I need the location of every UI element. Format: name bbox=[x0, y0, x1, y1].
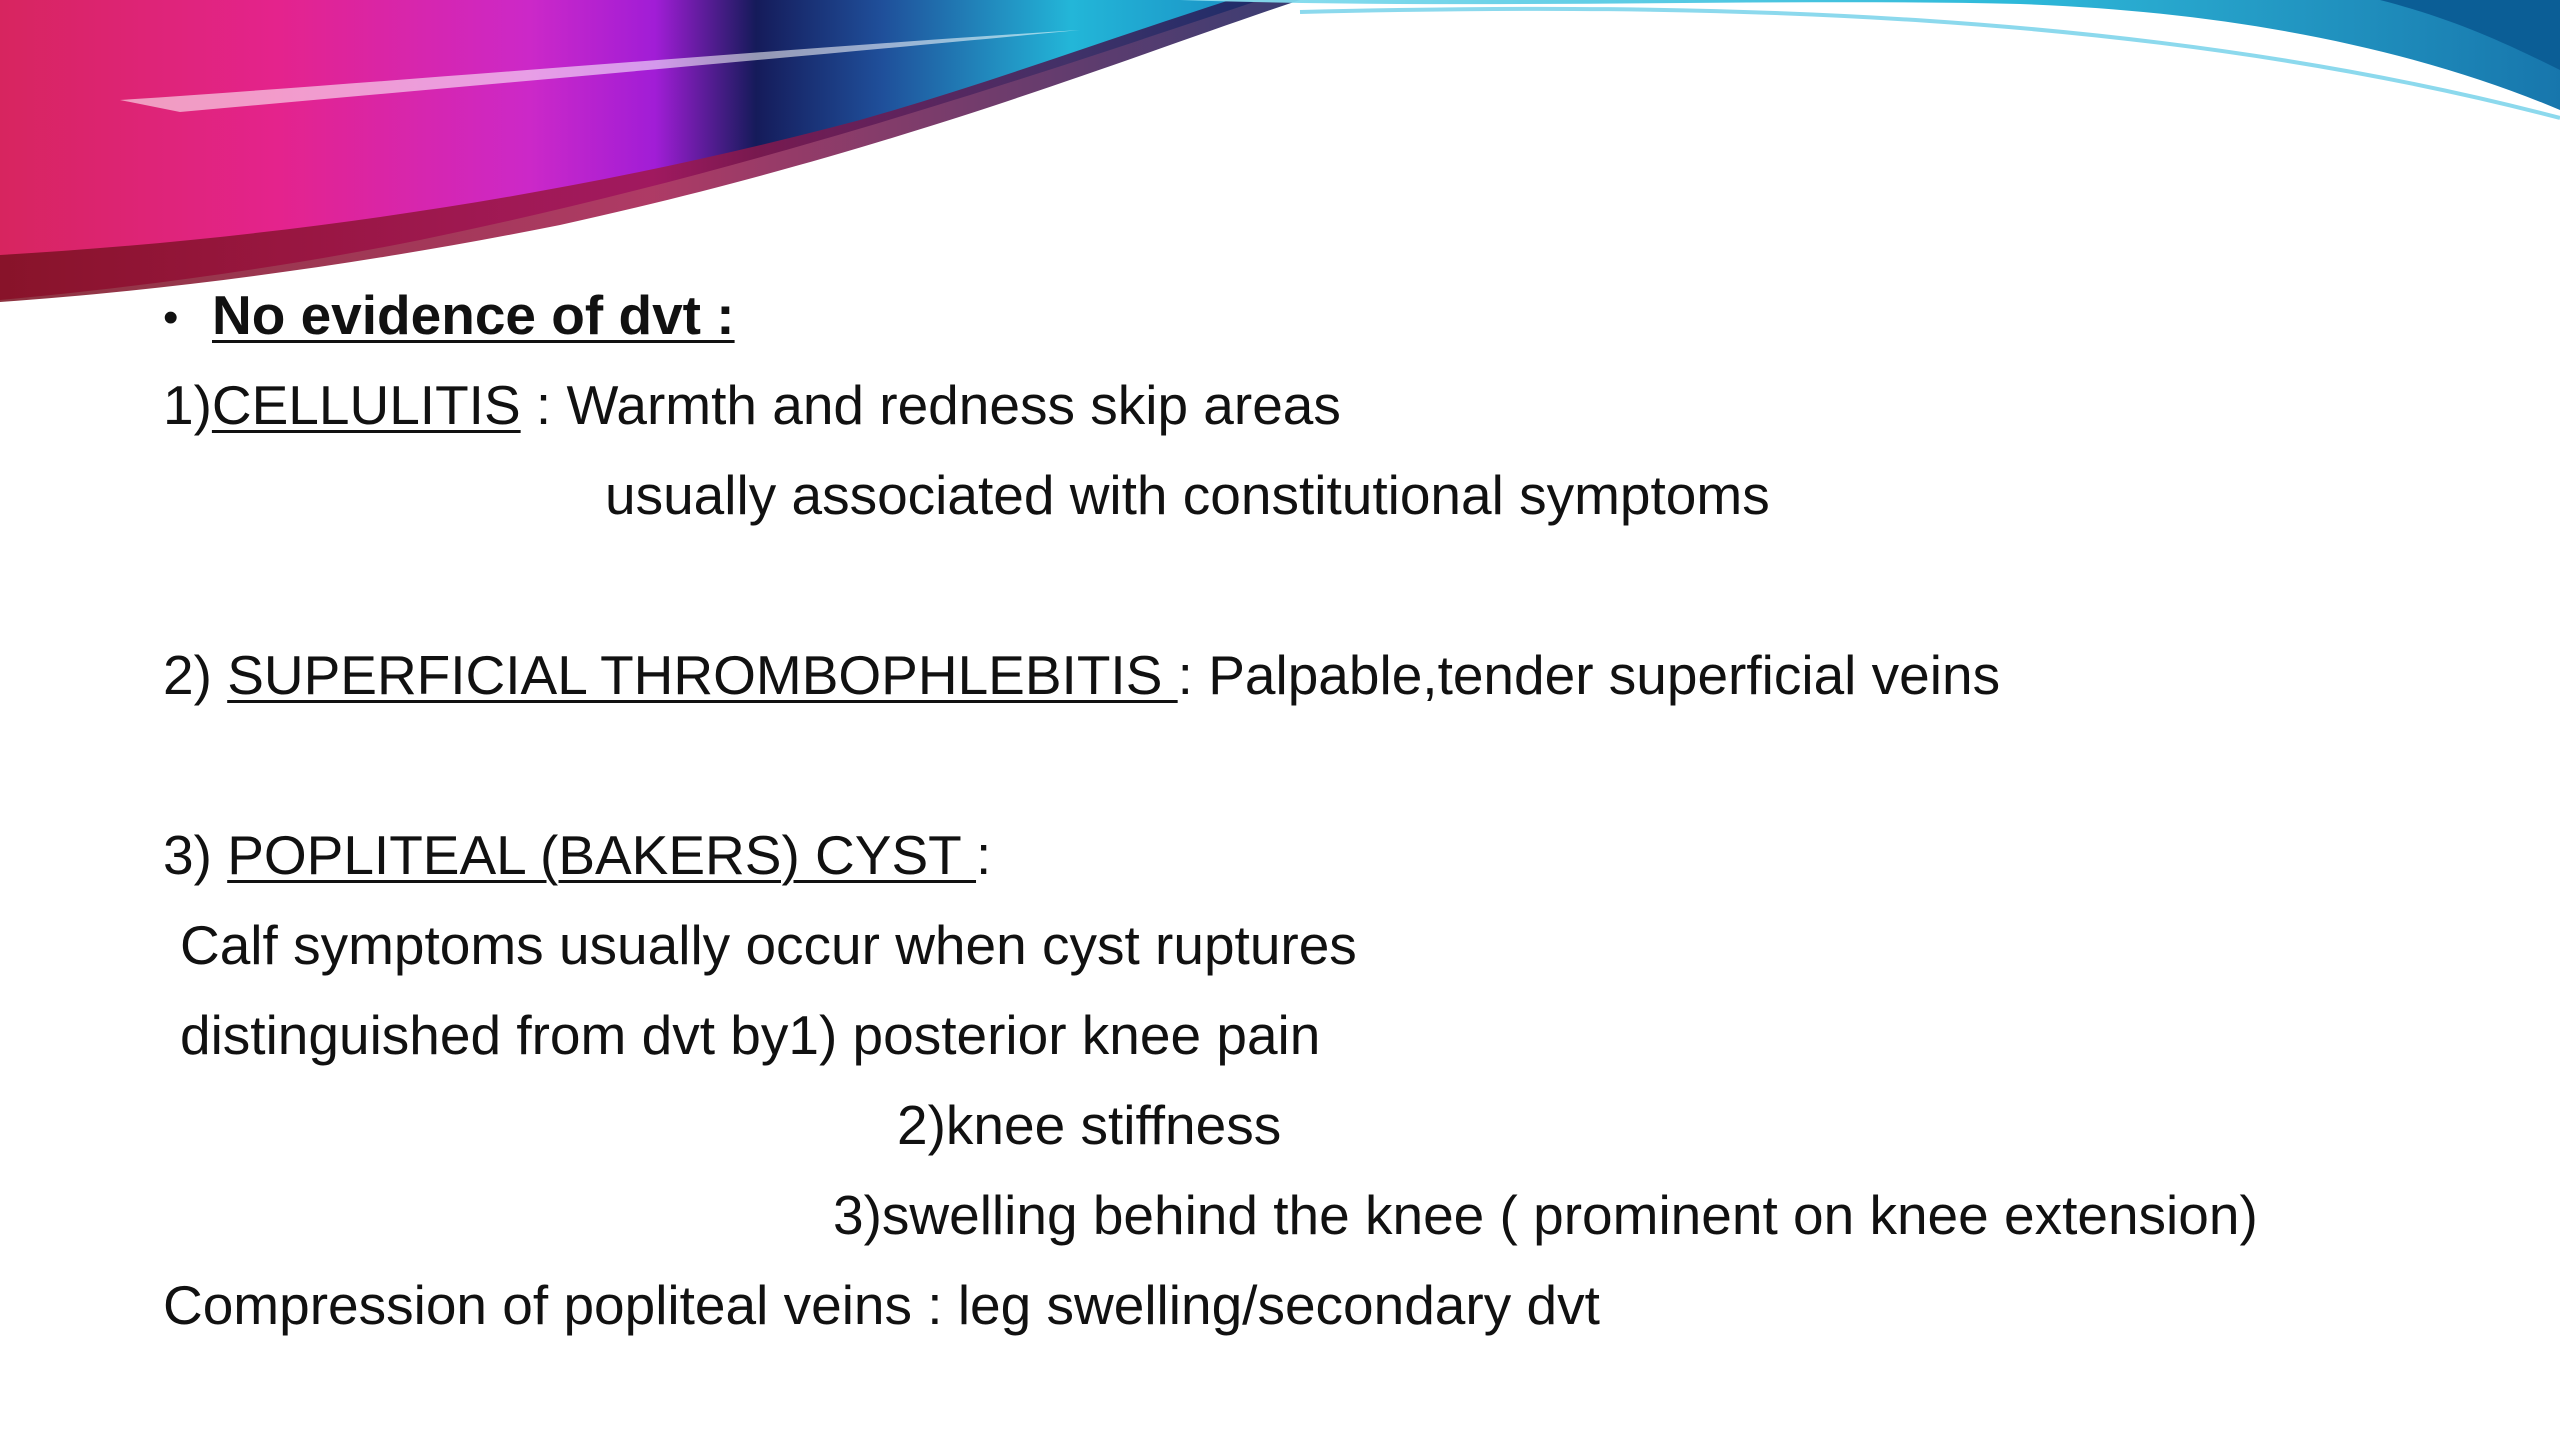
compression-line: Compression of popliteal veins : leg swelling/secondary dvt bbox=[163, 1274, 1600, 1336]
sub-point-knee-stiffness: 2)knee stiffness bbox=[897, 1094, 1282, 1156]
decorative-swoosh-banner bbox=[0, 0, 2560, 330]
heading-no-evidence-dvt bbox=[212, 282, 735, 348]
item-1-continuation: usually associated with constitutional symptoms bbox=[605, 464, 1770, 526]
item-2-desc: : Palpable,tender superficial veins bbox=[1177, 644, 2001, 706]
item-3-title: POPLITEAL (BAKERS) CYST bbox=[227, 824, 977, 886]
item-1-desc: Warmth and redness skip areas bbox=[566, 374, 1341, 436]
item-2-number: 2) bbox=[163, 644, 228, 706]
item-1-cellulitis bbox=[163, 372, 1341, 438]
item-3-bakers-cyst bbox=[163, 822, 991, 888]
item-3-desc: : bbox=[976, 824, 992, 886]
sub-point-swelling: 3)swelling behind the knee ( prominent on knee extension) bbox=[833, 1184, 2258, 1246]
item-1-number: 1) bbox=[163, 374, 212, 436]
heading-text: No evidence of dvt : bbox=[212, 284, 735, 346]
calf-symptoms-line: Calf symptoms usually occur when cyst ruptures bbox=[180, 914, 1357, 976]
distinguished-line: distinguished from dvt by1) posterior knee pain bbox=[180, 1004, 1321, 1066]
bullet-dot: • bbox=[163, 293, 179, 342]
item-2-title: SUPERFICIAL THROMBOPHLEBITIS bbox=[227, 644, 1178, 706]
item-1-separator: : bbox=[520, 374, 567, 436]
item-2-thrombophlebitis bbox=[163, 642, 2000, 708]
item-1-title: CELLULITIS bbox=[211, 374, 521, 436]
item-3-number: 3) bbox=[163, 824, 228, 886]
